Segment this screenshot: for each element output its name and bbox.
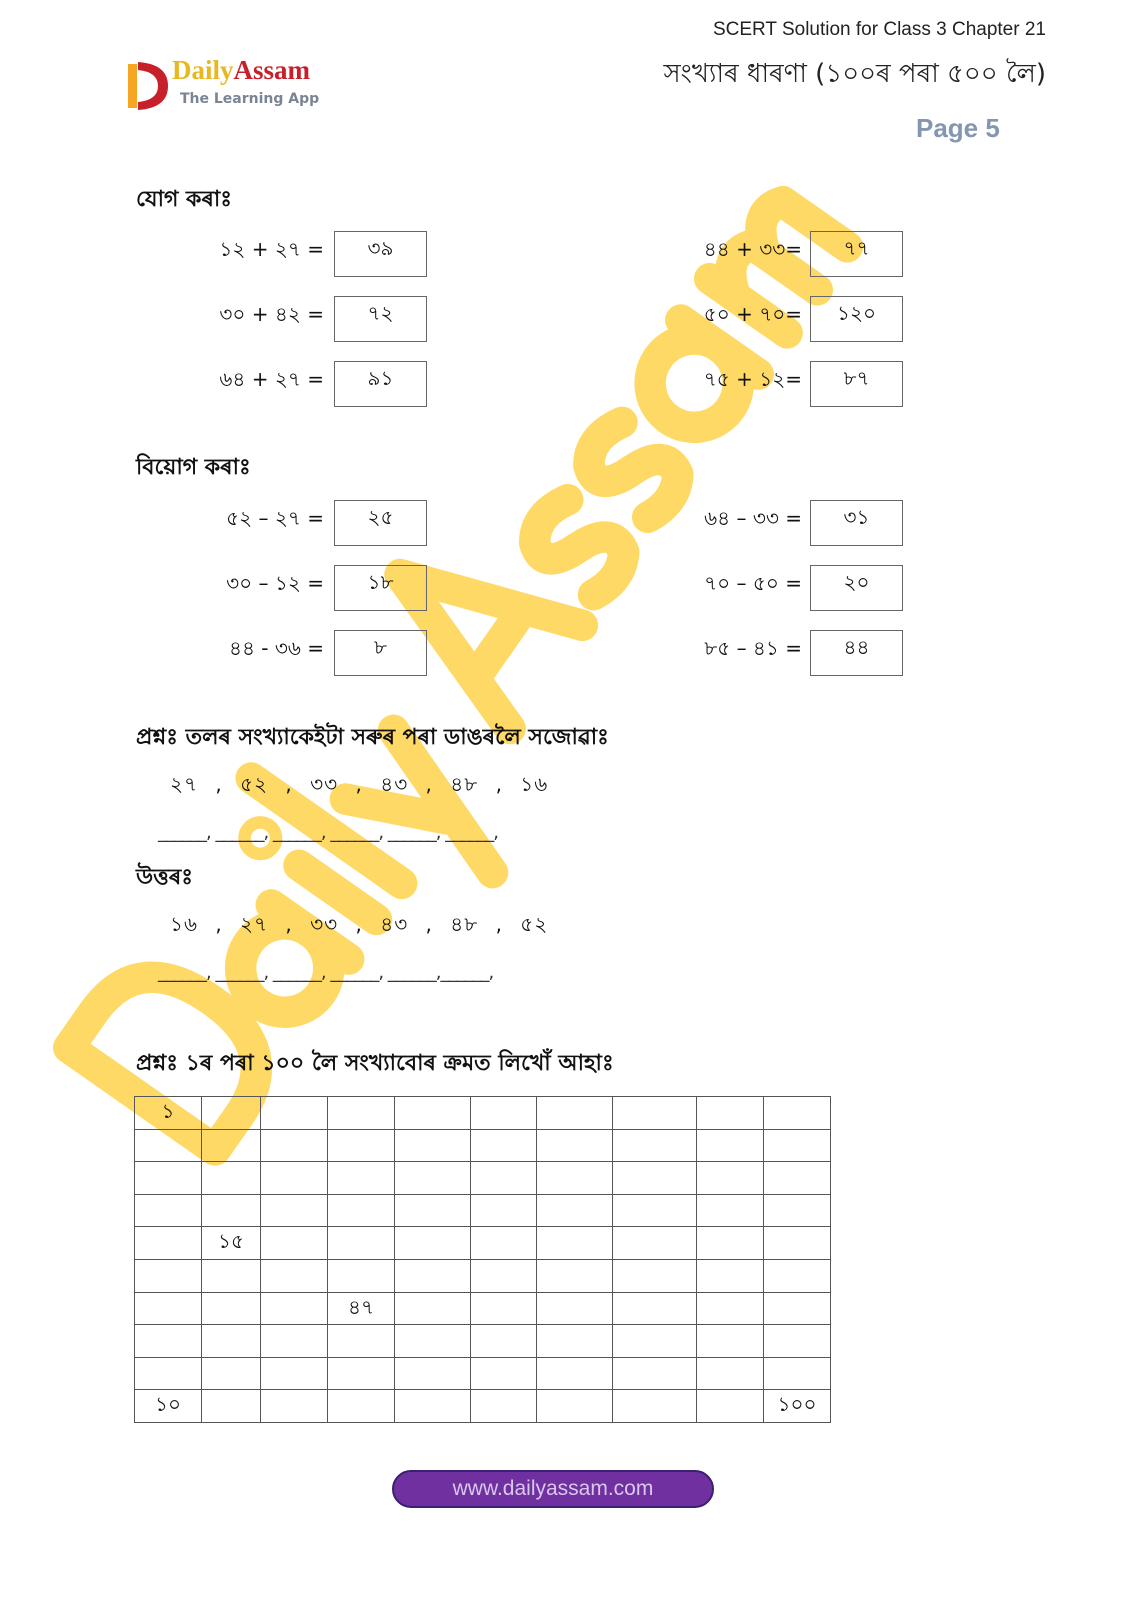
grid-cell [537, 1292, 613, 1325]
website-link[interactable]: www.dailyassam.com [392, 1470, 714, 1508]
answer-box: ৩৯ [334, 231, 427, 277]
grid-cell [537, 1325, 613, 1358]
equation: ৪৪ - ৩৬ = [228, 636, 324, 660]
equation: ৮৫ – ৪১ = [704, 636, 802, 660]
grid-cell [764, 1357, 831, 1390]
answer-box: ১৮ [334, 565, 427, 611]
grid-cell [764, 1325, 831, 1358]
grid-cell [764, 1227, 831, 1260]
grid-cell [764, 1097, 831, 1130]
grid-cell [202, 1357, 261, 1390]
grid-cell [328, 1227, 395, 1260]
grid-cell [537, 1357, 613, 1390]
grid-cell [613, 1292, 697, 1325]
grid-cell [613, 1357, 697, 1390]
grid-row [135, 1259, 831, 1292]
grid-cell [613, 1390, 697, 1423]
grid-cell [261, 1259, 328, 1292]
grid-cell [328, 1194, 395, 1227]
grid-cell [395, 1227, 471, 1260]
answer-box: ৩১ [810, 500, 903, 546]
grid-cell [395, 1097, 471, 1130]
grid-cell [764, 1129, 831, 1162]
grid-row [135, 1097, 831, 1130]
grid-cell [395, 1292, 471, 1325]
number-grid [134, 1096, 831, 1423]
grid-row [135, 1162, 831, 1195]
grid-cell [764, 1162, 831, 1195]
grid-cell [613, 1325, 697, 1358]
answer-box: ৮৭ [810, 361, 903, 407]
logo-tagline: The Learning App [180, 91, 320, 107]
grid-cell [764, 1292, 831, 1325]
grid-cell [328, 1357, 395, 1390]
grid-cell: ১০০ [764, 1390, 831, 1423]
grid-cell [202, 1129, 261, 1162]
equation: ৭০ – ৫০ = [704, 571, 802, 595]
equation: ৭৫ + ১২= [703, 367, 802, 391]
answer-box: ৪৪ [810, 630, 903, 676]
grid-row [135, 1227, 831, 1260]
grid-cell [261, 1162, 328, 1195]
grid-question: প্ৰশ্নঃ ১ৰ পৰা ১০০ লৈ সংখ্যাবোৰ ক্ৰমত লিখোঁ আহাঃ [136, 1051, 614, 1076]
grid-row [135, 1194, 831, 1227]
grid-cell [135, 1292, 202, 1325]
grid-cell [471, 1259, 537, 1292]
equation: ৪৪ + ৩৩= [703, 237, 802, 261]
grid-cell: ১০ [135, 1390, 202, 1423]
grid-cell [471, 1162, 537, 1195]
answer-label: উত্তৰঃ [136, 865, 193, 890]
logo-name-assam: Assam [233, 55, 311, 85]
grid-cell [697, 1227, 764, 1260]
watermark-lettering-graphic [64, 141, 903, 1189]
grid-cell [697, 1194, 764, 1227]
grid-cell [471, 1325, 537, 1358]
grid-cell [537, 1194, 613, 1227]
equation: ৩০ – ১২ = [226, 571, 324, 595]
ordering-answer: ১৬ , ২৭ , ৩৩ , ৪৩ , ৪৮ , ৫২ [170, 912, 549, 936]
grid-cell [471, 1227, 537, 1260]
addition-heading: যোগ কৰাঃ [136, 187, 232, 212]
grid-cell [697, 1390, 764, 1423]
ordering-blanks: ______, ______, ______, ______, ______, ______, [158, 822, 498, 843]
answer-box: ২৫ [334, 500, 427, 546]
grid-cell [328, 1162, 395, 1195]
grid-cell [537, 1390, 613, 1423]
answer-blanks: ______, ______, ______, ______, ______,______, [158, 962, 494, 983]
grid-cell [328, 1259, 395, 1292]
grid-cell [202, 1097, 261, 1130]
answer-box: ৭২ [334, 296, 427, 342]
equation: ৫২ – ২৭ = [226, 506, 324, 530]
grid-cell [764, 1194, 831, 1227]
grid-cell [261, 1390, 328, 1423]
grid-cell [328, 1129, 395, 1162]
grid-cell [697, 1292, 764, 1325]
answer-box: ১২০ [810, 296, 903, 342]
grid-cell [471, 1129, 537, 1162]
grid-cell [135, 1194, 202, 1227]
logo-d-icon [128, 60, 168, 110]
grid-cell [697, 1325, 764, 1358]
grid-cell [395, 1357, 471, 1390]
grid-cell [135, 1357, 202, 1390]
grid-cell [764, 1259, 831, 1292]
grid-cell [135, 1325, 202, 1358]
grid-cell: ১ [135, 1097, 202, 1130]
equation: ৩০ + ৪২ = [219, 302, 324, 326]
grid-cell [202, 1162, 261, 1195]
logo-name-daily: Daily [172, 55, 234, 85]
grid-cell [537, 1129, 613, 1162]
grid-cell [202, 1194, 261, 1227]
grid-cell [471, 1292, 537, 1325]
equation: ৬৪ – ৩৩ = [704, 506, 802, 530]
grid-cell [135, 1227, 202, 1260]
grid-cell [537, 1227, 613, 1260]
grid-cell [697, 1162, 764, 1195]
equation: ৫০ + ৭০= [703, 302, 802, 326]
page-number: Page 5 [916, 113, 1000, 143]
document-subtitle: SCERT Solution for Class 3 Chapter 21 [712, 19, 1046, 40]
ordering-question: প্ৰশ্নঃ তলৰ সংখ্যাকেইটা সৰুৰ পৰা ডাঙৰলৈ সজোৱাঃ [136, 725, 609, 750]
grid-cell [261, 1097, 328, 1130]
grid-cell [328, 1097, 395, 1130]
grid-row [135, 1357, 831, 1390]
equation: ১২ + ২৭ = [219, 237, 324, 261]
grid-cell [697, 1357, 764, 1390]
answer-box: ২০ [810, 565, 903, 611]
grid-cell [471, 1357, 537, 1390]
answer-box: ৮ [334, 630, 427, 676]
equation: ৬৪ + ২৭ = [219, 367, 324, 391]
grid-cell [261, 1194, 328, 1227]
grid-cell [261, 1325, 328, 1358]
grid-cell: ১৫ [202, 1227, 261, 1260]
grid-cell [613, 1097, 697, 1130]
grid-cell [261, 1227, 328, 1260]
grid-cell [537, 1097, 613, 1130]
ordering-numbers: ২৭ , ৫২ , ৩৩ , ৪৩ , ৪৮ , ১৬ [170, 772, 549, 796]
grid-cell [135, 1162, 202, 1195]
grid-cell [202, 1259, 261, 1292]
answer-box: ৯১ [334, 361, 427, 407]
grid-cell [328, 1390, 395, 1423]
grid-cell [135, 1259, 202, 1292]
grid-cell [261, 1129, 328, 1162]
grid-cell [697, 1259, 764, 1292]
grid-cell [395, 1129, 471, 1162]
grid-cell [471, 1390, 537, 1423]
grid-row [135, 1292, 831, 1325]
grid-cell: ৪৭ [328, 1292, 395, 1325]
grid-cell [395, 1194, 471, 1227]
grid-cell [613, 1227, 697, 1260]
grid-cell [395, 1259, 471, 1292]
grid-cell [395, 1325, 471, 1358]
grid-cell [395, 1390, 471, 1423]
logo [128, 55, 358, 114]
subtraction-heading: বিয়োগ কৰাঃ [136, 455, 251, 480]
grid-cell [471, 1194, 537, 1227]
chapter-title: সংখ্যাৰ ধাৰণা (১০০ৰ পৰা ৫০০ লৈ) [663, 59, 1046, 89]
grid-row [135, 1129, 831, 1162]
grid-row [135, 1390, 831, 1423]
grid-cell [697, 1129, 764, 1162]
grid-cell [261, 1357, 328, 1390]
grid-cell [202, 1325, 261, 1358]
grid-row [135, 1325, 831, 1358]
grid-cell [613, 1194, 697, 1227]
answer-box: ৭৭ [810, 231, 903, 277]
grid-cell [613, 1162, 697, 1195]
grid-cell [537, 1162, 613, 1195]
grid-cell [202, 1390, 261, 1423]
grid-cell [395, 1162, 471, 1195]
grid-cell [202, 1292, 261, 1325]
grid-cell [328, 1325, 395, 1358]
grid-cell [537, 1259, 613, 1292]
grid-cell [471, 1097, 537, 1130]
grid-cell [613, 1129, 697, 1162]
grid-cell [261, 1292, 328, 1325]
grid-cell [613, 1259, 697, 1292]
grid-cell [135, 1129, 202, 1162]
grid-cell [697, 1097, 764, 1130]
